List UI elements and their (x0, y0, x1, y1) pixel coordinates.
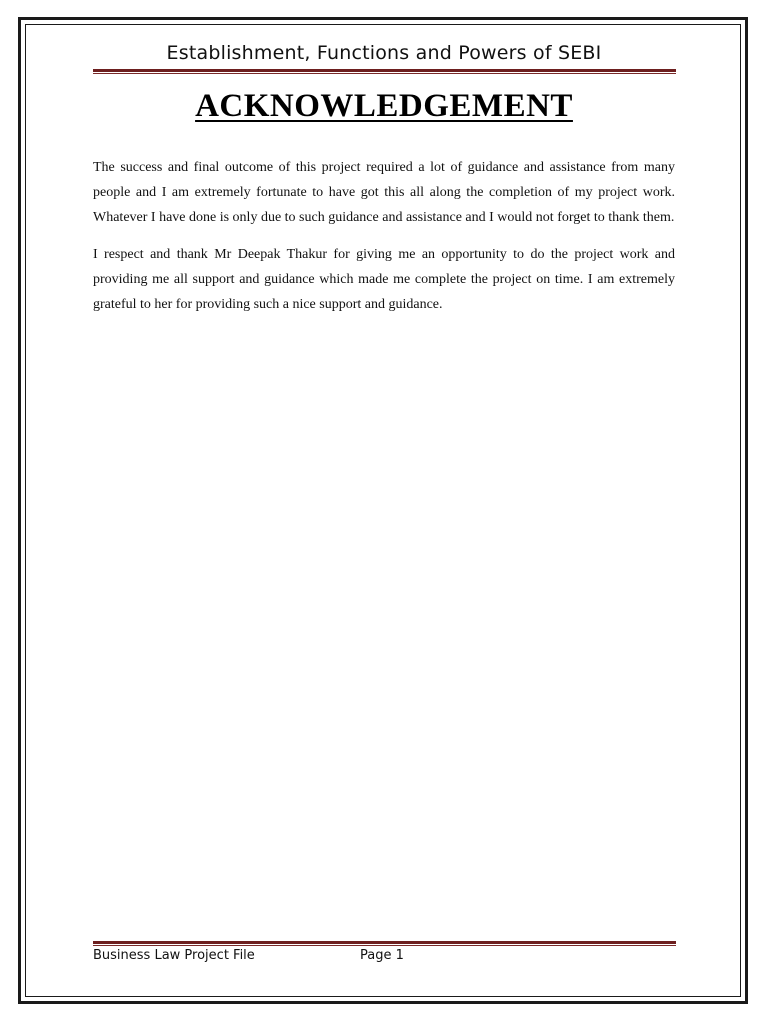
footer-page-number: Page 1 (360, 948, 404, 963)
footer-project-label: Business Law Project File (93, 948, 255, 963)
paragraph: I respect and thank Mr Deepak Thakur for giving me an opportunity to do the project work and providing me all support and guidance which made me complete the project on time. I am extremely grateful to her for providing such a nice support and guidance. (93, 247, 675, 312)
header-title: Establishment, Functions and Powers of SEBI (166, 42, 602, 64)
document-body (93, 155, 675, 329)
document-heading: ACKNOWLEDGEMENT (195, 88, 573, 124)
header-rule (93, 69, 676, 74)
paragraph: The success and final outcome of this project required a lot of guidance and assistance from many people and I am extremely fortunate to have got this all along the completion of my project work. Whatever I have done is only due to such guidance and assistance and I would not forget to thank them. (93, 160, 675, 225)
footer-rule (93, 941, 676, 946)
